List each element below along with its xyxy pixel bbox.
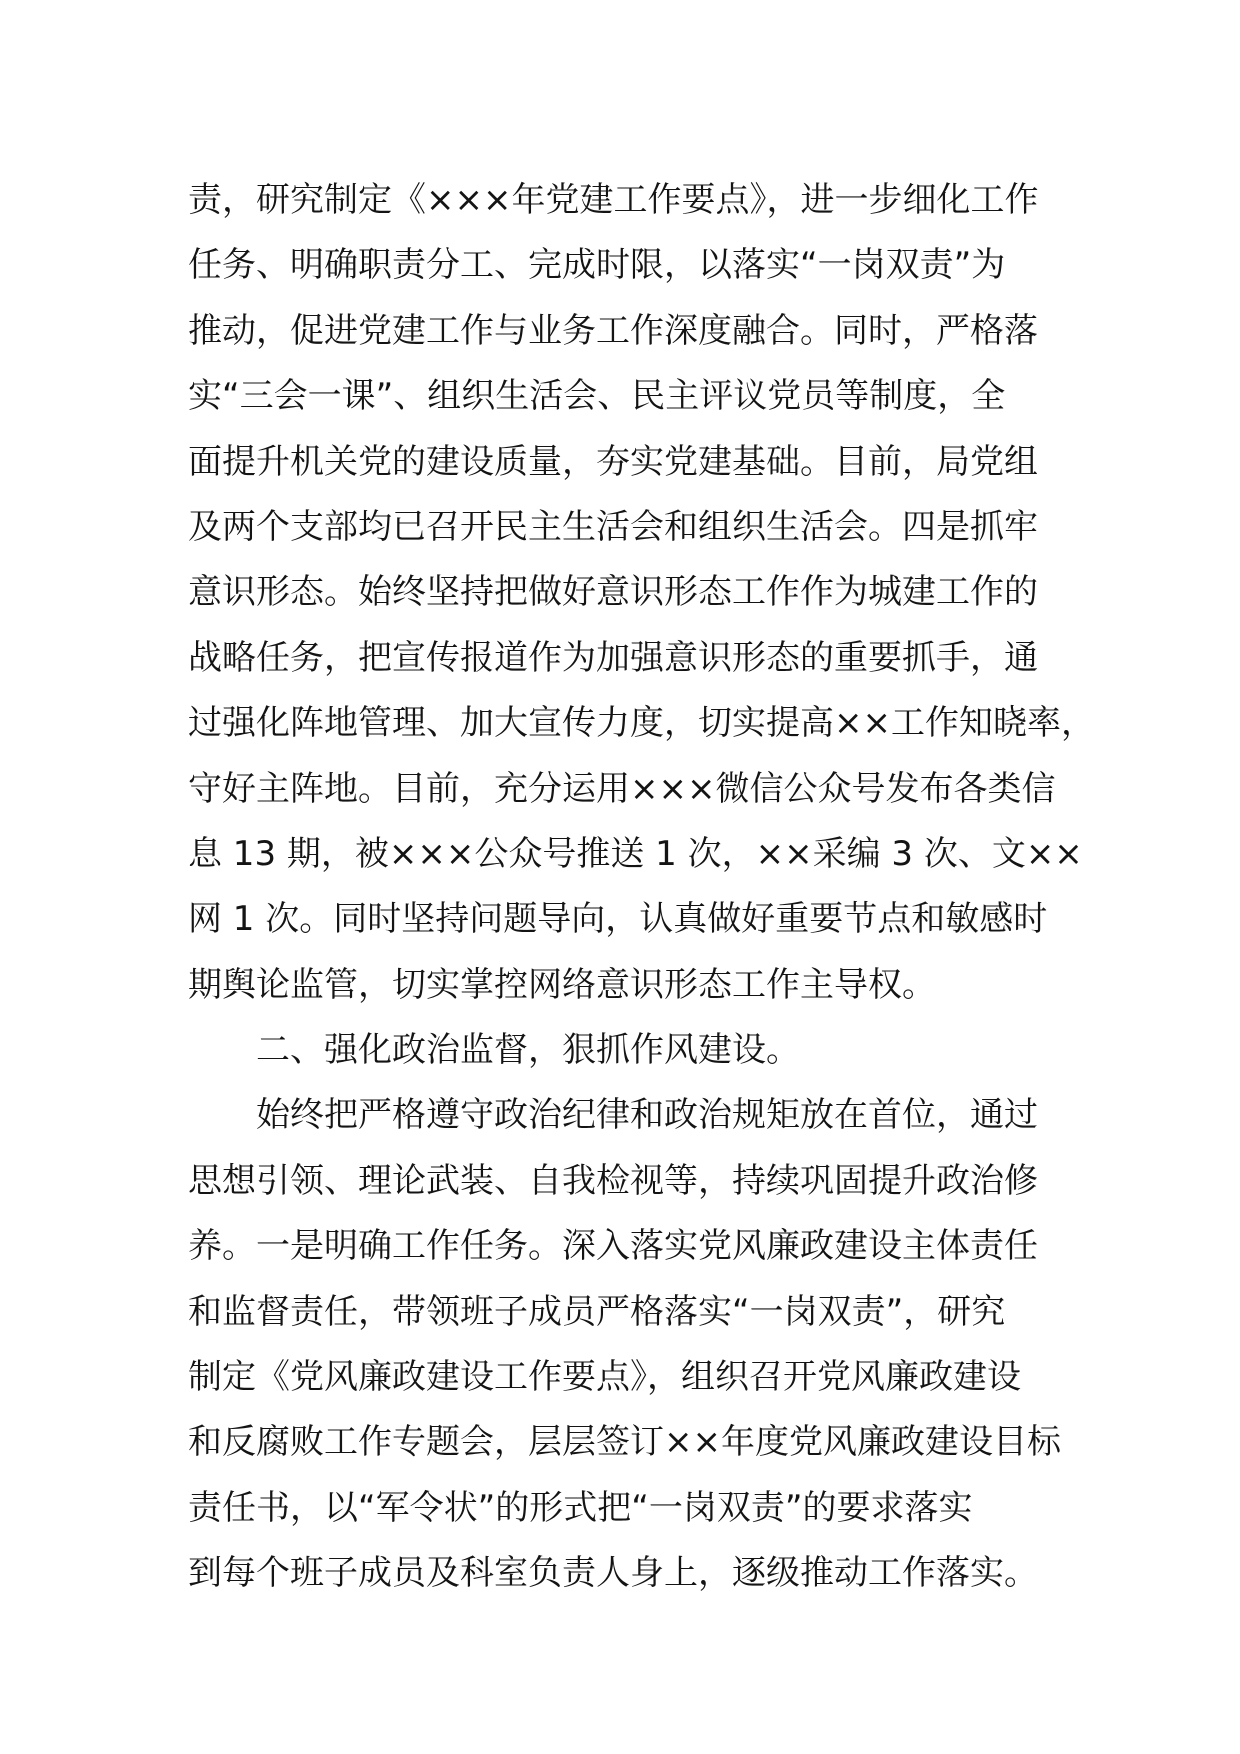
text-line: 责任书，以“军令状”的形式把“一岗双责”的要求落实 <box>188 1487 973 1528</box>
text-line: 守好主阵地。目前，充分运用×××微信公众号发布各类信 <box>188 768 1056 809</box>
text-line: 及两个支部均已召开民主生活会和组织生活会。四是抓牢 <box>188 506 1038 547</box>
text-line: 面提升机关党的建设质量，夯实党建基础。目前，局党组 <box>188 441 1038 482</box>
document-body <box>188 168 1095 1607</box>
text-line: 到每个班子成员及科室负责人身上，逐级推动工作落实。 <box>188 1553 1038 1594</box>
text-line: 制定《党风廉政建设工作要点》，组织召开党风廉政建设 <box>188 1357 1021 1398</box>
text-line: 期舆论监管，切实掌控网络意识形态工作主导权。 <box>188 964 936 1005</box>
text-line: 实“三会一课”、组织生活会、民主评议党员等制度，全 <box>188 376 1006 417</box>
text-line: 和监督责任，带领班子成员严格落实“一岗双责”，研究 <box>188 1291 1006 1332</box>
text-line: 网 1 次。同时坚持问题导向，认真做好重要节点和敏感时 <box>188 899 1048 940</box>
text-line: 战略任务，把宣传报道作为加强意识形态的重要抓手，通 <box>188 637 1038 678</box>
text-line: 养。一是明确工作任务。深入落实党风廉政建设主体责任 <box>188 1226 1038 1267</box>
text-line: 意识形态。始终坚持把做好意识形态工作作为城建工作的 <box>188 572 1038 613</box>
text-line: 和反腐败工作专题会，层层签订××年度党风廉政建设目标 <box>188 1422 1061 1463</box>
text-line: 思想引领、理论武装、自我检视等，持续巩固提升政治修 <box>188 1160 1038 1201</box>
section-heading: 二、强化政治监督，狠抓作风建设。 <box>256 1030 800 1071</box>
text-line: 任务、明确职责分工、完成时限，以落实“一岗双责”为 <box>188 245 1006 286</box>
text-line: 过强化阵地管理、加大宣传力度，切实提高××工作知晓率， <box>188 703 1095 744</box>
text-line: 推动，促进党建工作与业务工作深度融合。同时，严格落 <box>188 310 1038 351</box>
text-line: 息 13 期，被×××公众号推送 1 次，××采编 3 次、文×× <box>188 833 1083 874</box>
paragraph-start-line: 始终把严格遵守政治纪律和政治规矩放在首位，通过 <box>256 1095 1038 1136</box>
text-line: 责，研究制定《×××年党建工作要点》，进一步细化工作 <box>188 180 1039 220</box>
